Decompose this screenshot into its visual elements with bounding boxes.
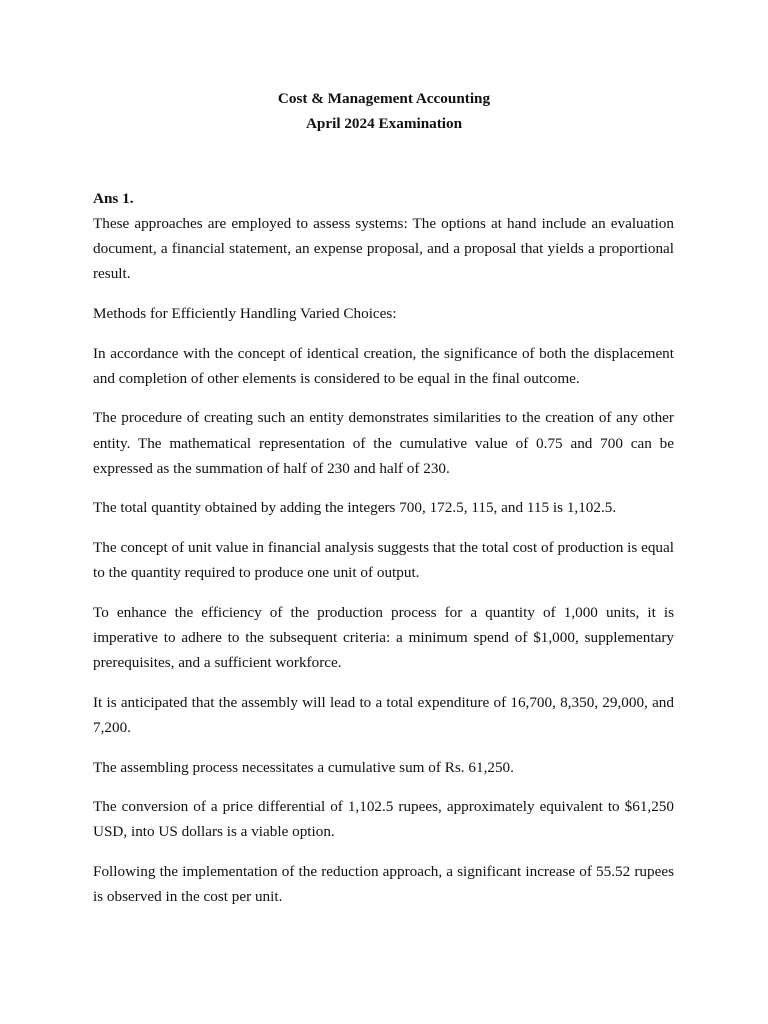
paragraph: The concept of unit value in financial analysis suggests that the total cost of production is equal to the quantity required to produce one unit of output.: [93, 538, 674, 582]
paragraph: These approaches are employed to assess systems: The options at hand include an evaluation document, a financial statement, an expense proposal, and a proposal that yields a proportional result.: [93, 215, 674, 283]
answer-heading: Ans 1.: [93, 190, 134, 207]
paragraph: The total quantity obtained by adding the integers 700, 172.5, 115, and 115 is 1,102.5.: [93, 499, 617, 517]
paragraph: Methods for Efficiently Handling Varied Choices:: [93, 305, 397, 322]
paragraph: It is anticipated that the assembly will lead to a total expenditure of 16,700, 8,350, 29,000, and 7,200.: [93, 693, 674, 736]
paragraph: To enhance the efficiency of the production process for a quantity of 1,000 units, it is imperative to adhere to the subsequent criteria: a minimum spend of $1,000, supplementary prerequisites, and a sufficient workforce.: [93, 603, 674, 672]
paragraph: In accordance with the concept of identical creation, the significance of both the displacement and completion of other elements is considered to be equal in the final outcome.: [93, 344, 674, 387]
document-header: [0, 86, 768, 136]
paragraph: The assembling process necessitates a cumulative sum of Rs. 61,250.: [93, 758, 514, 776]
paragraph: The conversion of a price differential of 1,102.5 rupees, approximately equivalent to $61,250 USD, into US dollars is a viable option.: [93, 798, 674, 841]
document-title: Cost & Management Accounting: [277, 90, 491, 107]
document-body: [93, 186, 674, 924]
paragraph: The procedure of creating such an entity demonstrates similarities to the creation of any other entity. The mathematical representation of the cumulative value of 0.75 and 700 can be expressed as the summation of half of 230 and half of 230.: [93, 409, 674, 477]
paragraph: Following the implementation of the reduction approach, a significant increase of 55.52 rupees is observed in the cost per unit.: [93, 862, 674, 906]
document-subtitle: April 2024 Examination: [305, 115, 463, 132]
